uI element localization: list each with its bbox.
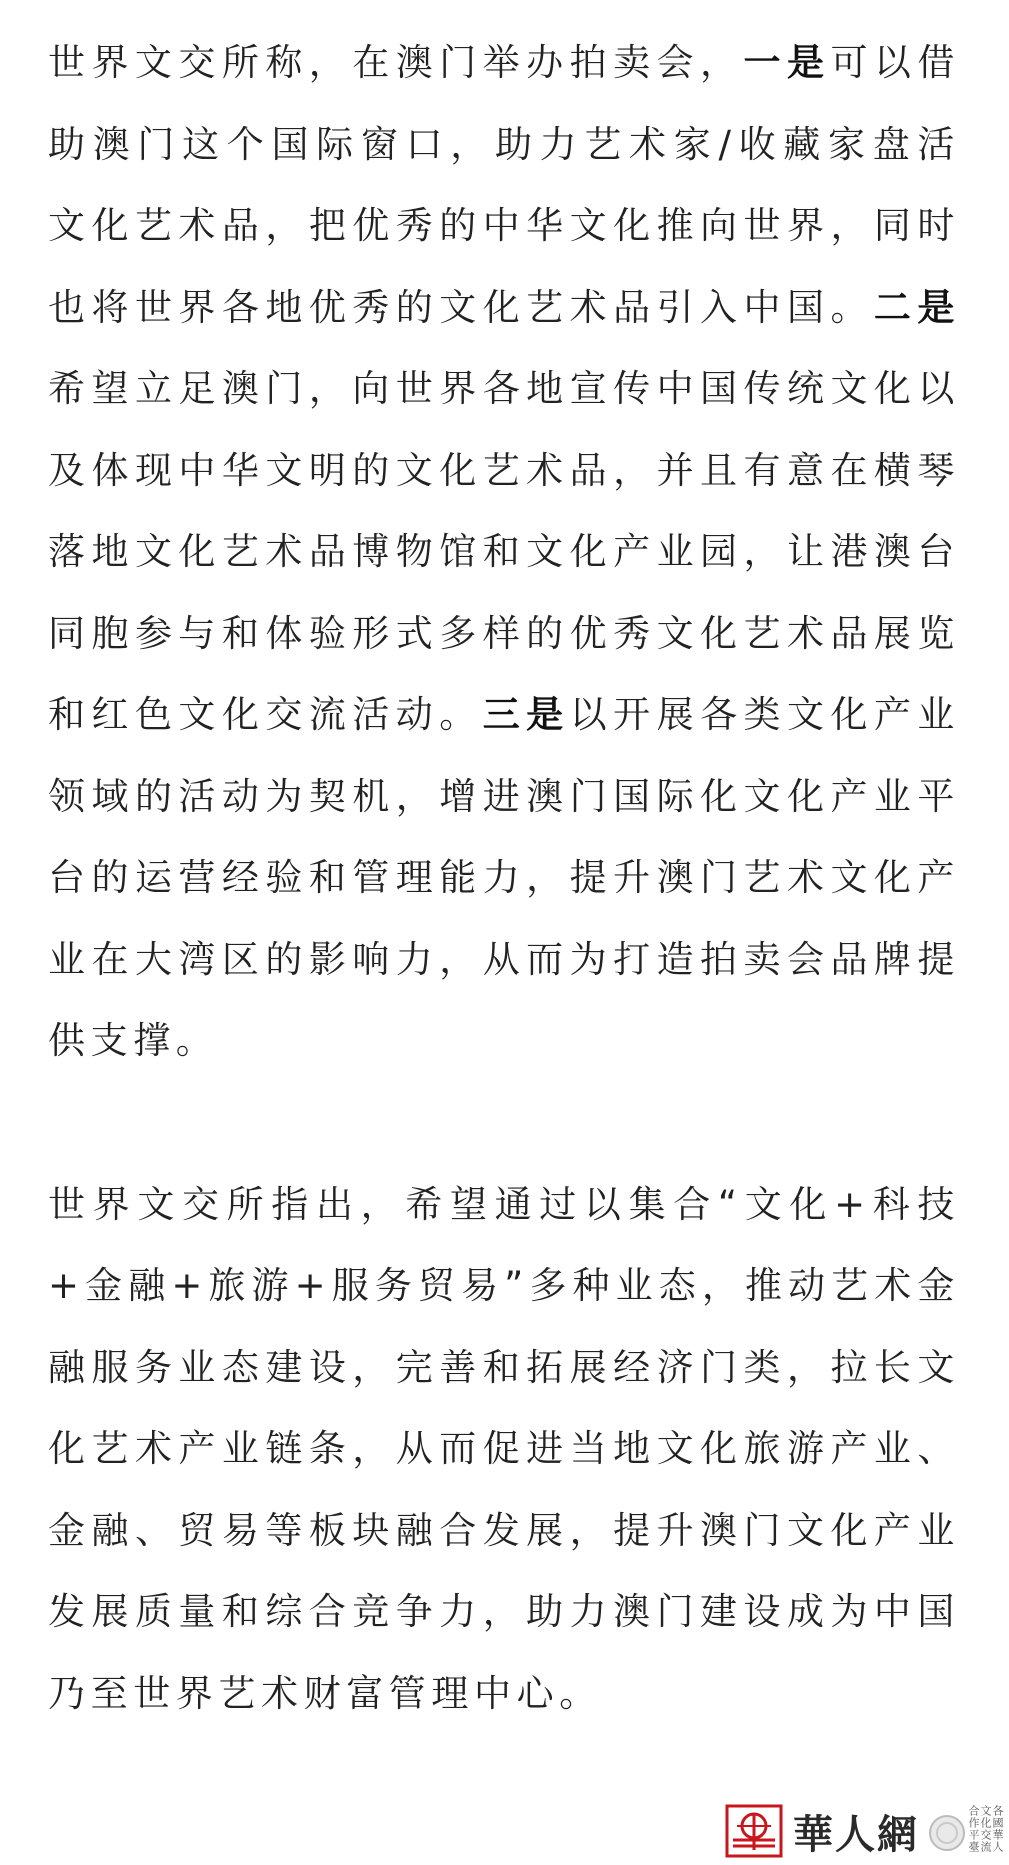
paragraph-1-text-b: 可以借助澳门这个国际窗口，助力艺术家/收藏家盘活文化艺术品，把优秀的中华文化推向世界，同时也将世界各地优秀的文化艺术品引入中国。 bbox=[48, 41, 960, 329]
seal-caption: 各國華人文化交流合作平臺 bbox=[967, 1805, 1004, 1853]
emphasis-third-point: 三是 bbox=[482, 693, 570, 736]
paragraph-2: 世界文交所指出，希望通过以集合“文化+科技+金融+旅游+服务贸易”多种业态，推动艺术金融服务业态建设，完善和拓展经济门类，拉长文化艺术产业链条，从而促进当地文化旅游产业、金融、贸易等板块融合发展，提升澳门文化产业发展质量和综合竞争力，助力澳门建设成为中国乃至世界艺术财富管理中心。 bbox=[48, 1182, 960, 1715]
emphasis-second-point: 二是 bbox=[873, 285, 960, 329]
paragraph-1-text-a: 世界文交所称，在澳门举办拍卖会， bbox=[48, 41, 744, 84]
emphasis-first-point: 一是 bbox=[743, 41, 831, 84]
paragraph-1-text-c: 希望立足澳门，向世界各地宣传中国传统文化以及体现中华文明的文化艺术品，并且有意在横琴落地文化艺术品博物馆和文化产业园，让港澳台同胞参与和体验形式多样的优秀文化艺术品展览和红色文化交流活动。 bbox=[48, 367, 960, 736]
paragraph-spacer bbox=[48, 1082, 960, 1164]
paragraph-1 bbox=[48, 22, 960, 1082]
seal-icon bbox=[927, 1803, 1005, 1859]
site-logo-icon bbox=[723, 1803, 785, 1859]
paragraph-1-text-d: 以开展各类文化产业领域的活动为契机，增进澳门国际化文化产业平台的运营经验和管理能力，提升澳门艺术文化产业在大湾区的影响力，从而为打造拍卖会品牌提供支撑。 bbox=[48, 693, 961, 1062]
article-body bbox=[48, 22, 960, 1734]
site-name: 華人網 bbox=[793, 1810, 919, 1858]
site-watermark bbox=[723, 1801, 1005, 1861]
